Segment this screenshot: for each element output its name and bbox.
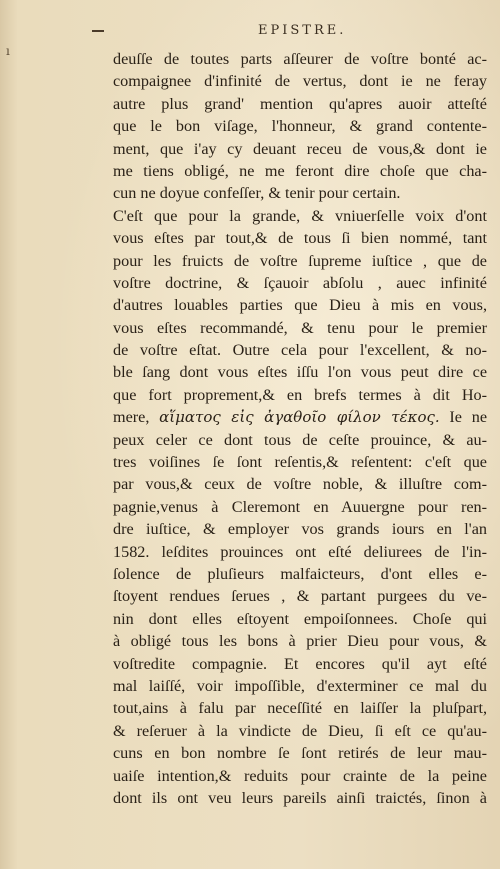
margin-mark: ı [6, 44, 10, 58]
text-line: compaignee d'infinité de vertus, dont ie ne feray [113, 72, 487, 91]
text-line: C'eſt que pour la grande, & vniuerſelle voix d'ont [113, 206, 487, 225]
text-line: ſtoyent rendues ſerues , & partant purgees du ve- [113, 587, 487, 606]
text-line: que fort proprement,& en brefs termes à dit Ho- [113, 385, 487, 404]
greek-line-before: mere, [113, 408, 150, 427]
paragraph-lines-top [113, 48, 487, 406]
text-line: ble ſang dont vous eſtes iſſu l'on vous peut dire ce [113, 363, 487, 382]
text-line: autre plus grand' mention qu'apres auoir atteſté [113, 94, 487, 113]
text-line: dre iuſtice, & employer vos grands iours en l'an [113, 520, 487, 539]
greek-quotation: αἵματος εἰς ἀγαθοῖο φίλον τέκος. [159, 408, 440, 427]
text-line: pagnie,venus à Cleremont en Auuergne pour ren- [113, 497, 487, 516]
text-line: ment, que i'ay cy deuant receu de vous,& dont ie [113, 139, 487, 158]
text-line: cun ne doyue confeſſer, & tenir pour certain. [113, 184, 401, 203]
text-line: ſolence de pluſieurs malfaicteurs, d'ont elles e- [113, 564, 487, 583]
text-line: peux celer ce dont tous de ceſte prouince, & au- [113, 430, 487, 449]
text-line: d'autres louables parties que Dieu à mis en vous, [113, 296, 487, 315]
text-line: deuſſe de toutes parts aſſeurer de voſtre bonté ac- [113, 50, 487, 68]
text-line: dont ils ont veu leurs pareils ainſi traictés, ſinon à [113, 788, 487, 807]
greek-quotation-line [113, 406, 487, 428]
page-body [113, 48, 487, 809]
text-line: uaiſe intention,& reduits pour crainte de la peine [113, 766, 487, 785]
text-line: & reſeruer à la vindicte de Dieu, ſi eſt ce qu'au- [113, 721, 487, 740]
text-line: mal laiſſé, voir impoſſible, d'exterminer ce mal du [113, 676, 487, 695]
greek-line-after: Ie ne [449, 408, 488, 427]
text-line: pour les fruicts de voſtre ſupreme iuſtice , que de [113, 251, 487, 270]
text-line: à obligé tous les bons à prier Dieu pour vous, & [113, 632, 487, 651]
text-line: vous eſtes recommandé, & tenu pour le premier [113, 318, 487, 337]
running-title: EPISTRE. [258, 23, 347, 38]
text-line: nin dont elles eſtoyent empoiſonnees. Choſe qui [113, 609, 487, 628]
text-line: tout,ains à falu par neceſſité en laiſſer la pluſpart, [113, 699, 487, 718]
text-line: voſtre doctrine, & ſçauoir abſolu , auec infinité [113, 273, 487, 292]
text-line: vous eſtes par tout,& de tous ſi bien nommé, tant [113, 229, 487, 248]
text-line: que le bon viſage, l'honneur, & grand contente- [113, 117, 487, 136]
text-line: 1582. leſdites prouinces ont eſté deliurees de l'in- [113, 542, 487, 561]
paragraph-lines-bottom [113, 429, 487, 810]
text-line: tres voiſines ſe ſont reſentis,& reſentent: c'eſt que [113, 453, 487, 472]
text-line: cuns en bon nombre ſe ſont retirés de leur mau- [113, 744, 487, 763]
text-line: me tiens obligé, ne me feront dire choſe que cha- [113, 161, 487, 180]
text-line: voſtredite compagnie. Et encores qu'il ayt eſté [113, 654, 487, 673]
text-line: par vous,& ceux de voſtre noble, & illuſtre com- [113, 475, 487, 494]
text-line: de voſtre eſtat. Outre cela pour l'excellent, & no- [113, 341, 487, 360]
